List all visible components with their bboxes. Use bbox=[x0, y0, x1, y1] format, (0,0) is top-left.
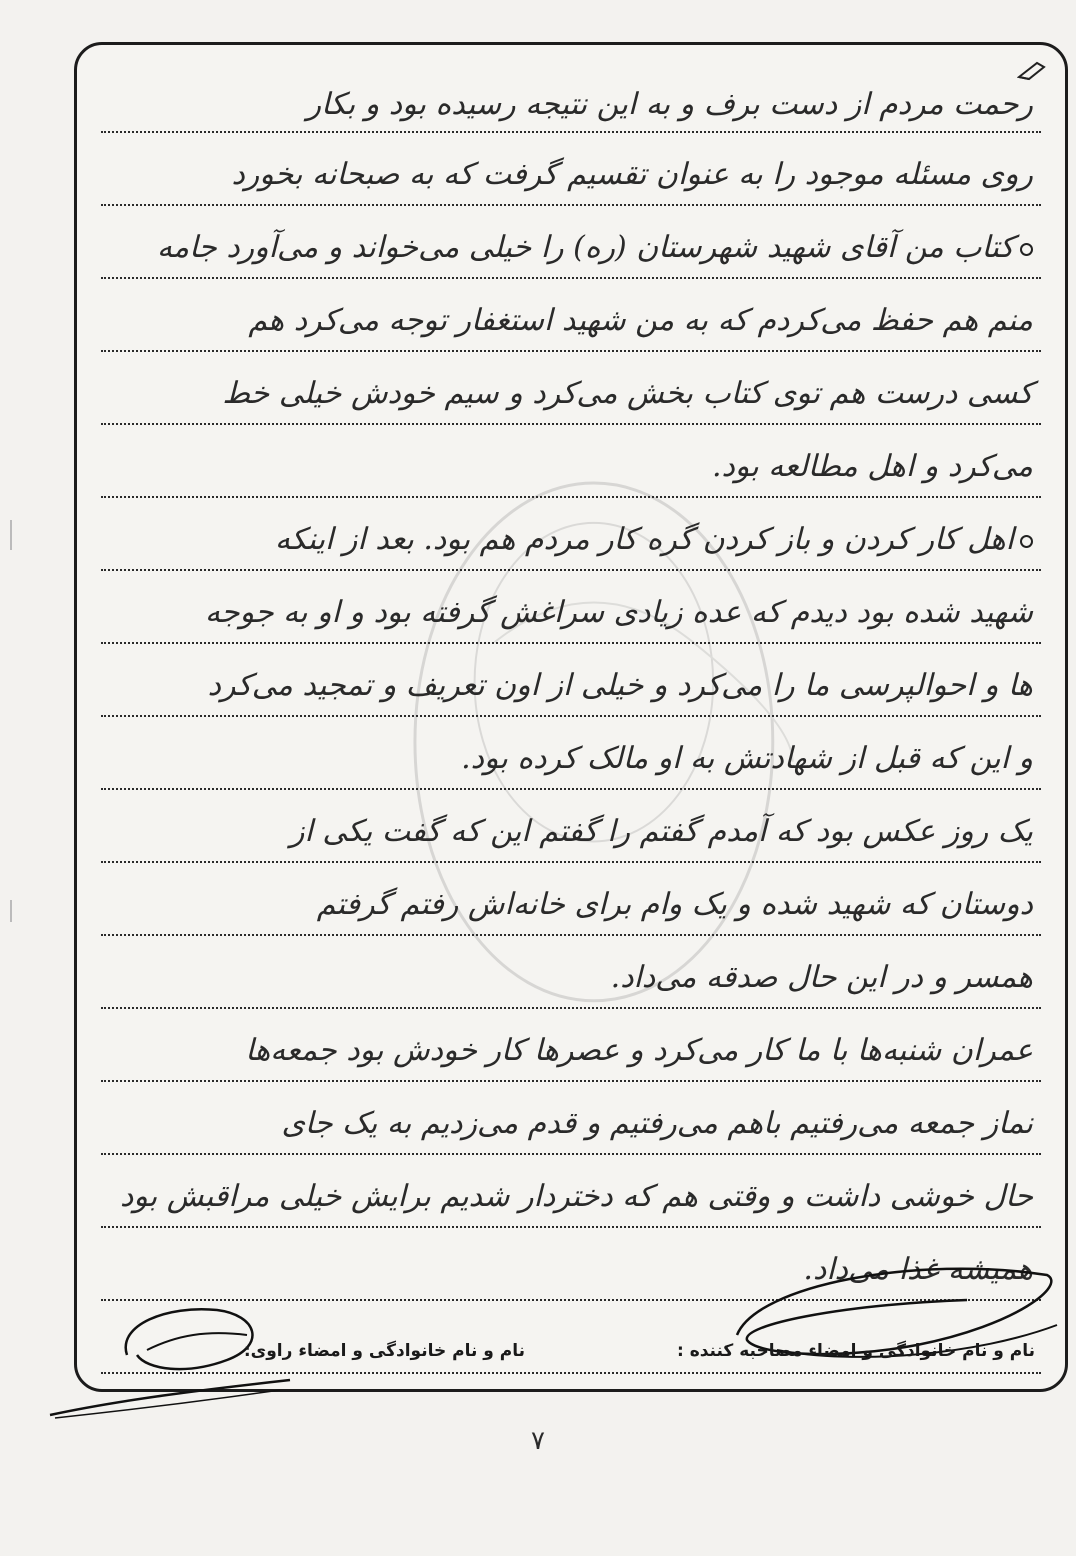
transcript-line: منم هم حفظ می‌کردم که به من شهید استغفار توجه می‌کرد هم bbox=[101, 279, 1041, 352]
transcript-line: یک روز عکس بود که آمدم گفتم را گفتم این که گفت یکی از bbox=[101, 790, 1041, 863]
transcript-line: عمران شنبه‌ها با ما کار می‌کرد و عصرها کار خودش بود جمعه‌ها bbox=[101, 1009, 1041, 1082]
bullet-icon bbox=[1020, 243, 1033, 256]
transcript-line: همسر و در این حال صدقه می‌داد. bbox=[101, 936, 1041, 1009]
handwritten-lines bbox=[101, 73, 1041, 1374]
transcript-line: همیشه غذا می‌داد. bbox=[101, 1228, 1041, 1301]
signature-labels bbox=[107, 1341, 1035, 1371]
transcript-line: نماز جمعه می‌رفتیم باهم می‌رفتیم و قدم می‌زدیم به یک جای bbox=[101, 1082, 1041, 1155]
transcript-line: و این که قبل از شهادتش به او مالک کرده بود. bbox=[101, 717, 1041, 790]
transcript-line bbox=[101, 206, 1041, 279]
narrator-label: نام و نام خانوادگی و امضاء راوی: bbox=[243, 1341, 525, 1361]
interviewer-label: نام و نام خانوادگی و امضاء مصاحبه کننده : bbox=[676, 1341, 1035, 1361]
transcript-line-text: کتاب من آقای شهید شهرستان (ره) را خیلی می‌خواند و می‌آورد جامه bbox=[156, 230, 1014, 265]
transcript-line: کسی درست هم توی کتاب بخش می‌کرد و سیم خودش خیلی خط bbox=[101, 352, 1041, 425]
bullet-icon bbox=[1020, 535, 1033, 548]
edge-mark bbox=[10, 900, 12, 922]
page-number: ۷ bbox=[531, 1426, 545, 1456]
transcript-frame bbox=[74, 42, 1068, 1392]
transcript-line: رحمت مردم از دست برف و به این نتیجه رسیده بود و بکار bbox=[101, 73, 1041, 133]
transcript-line: حال خوشی داشت و وقتی هم که دختردار شدیم برایش خیلی مراقبش بود bbox=[101, 1155, 1041, 1228]
transcript-line: دوستان که شهید شده و یک وام برای خانه‌اش رفتم گرفتم bbox=[101, 863, 1041, 936]
transcript-line-text: اهل کار کردن و باز کردن گره کار مردم هم بود. بعد از اینکه bbox=[275, 522, 1014, 557]
transcript-line: می‌کرد و اهل مطالعه بود. bbox=[101, 425, 1041, 498]
transcript-line: شهید شده بود دیدم که عده زیادی سراغش گرفته بود و او به جوجه bbox=[101, 571, 1041, 644]
edge-mark bbox=[10, 520, 12, 550]
transcript-line: روی مسئله موجود را به عنوان تقسیم گرفت که به صبحانه بخورد bbox=[101, 133, 1041, 206]
transcript-line bbox=[101, 498, 1041, 571]
transcript-line: ها و احوالپرسی ما را می‌کرد و خیلی از اون تعریف و تمجید می‌کرد bbox=[101, 644, 1041, 717]
